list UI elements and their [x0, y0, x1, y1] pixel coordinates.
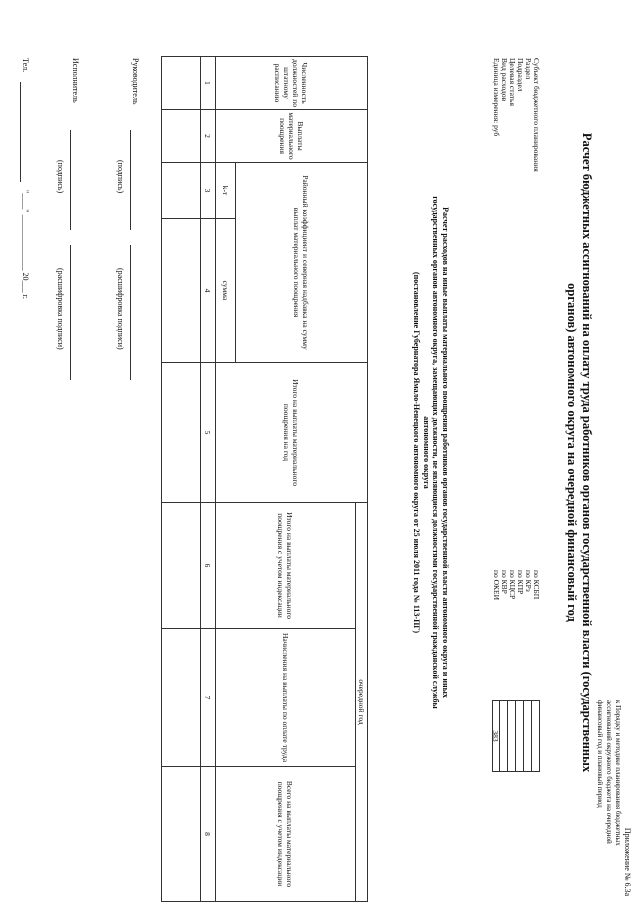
code-value: 383 — [492, 700, 500, 772]
executor-decode-hint: (расшифровка подписи) — [56, 268, 65, 350]
executor-sign-line — [70, 130, 71, 230]
code-name: по КРз — [524, 570, 533, 592]
appendix-line: к Порядку и методике планирования бюджетных — [614, 700, 622, 846]
title-line: органов) автономного округа на очередной финансовый год — [565, 283, 579, 622]
code-value — [532, 700, 540, 772]
label-section: Раздел — [524, 58, 533, 80]
header-next-year: очередной год — [356, 503, 368, 902]
code-row — [532, 570, 540, 790]
code-row — [500, 570, 508, 790]
column-number: 3 — [201, 163, 216, 219]
header-payroll-charges: Начисления на выплаты по оплате труда — [216, 629, 356, 767]
code-value — [500, 700, 508, 772]
label-subsection: Подраздел — [516, 58, 525, 92]
table-cell[interactable] — [162, 629, 201, 767]
header-total-year: Итого на выплаты материального поощрения на год — [216, 363, 368, 503]
appendix-title: Приложение № 6.3а — [623, 827, 632, 896]
code-row — [524, 570, 532, 790]
table-cell[interactable] — [162, 503, 201, 629]
code-name: по ОКЕИ — [492, 570, 501, 601]
label-target-item: Целевая статья — [508, 58, 517, 106]
subtitle-line: автономного округа — [422, 416, 431, 489]
code-value — [508, 700, 516, 772]
subtitle-line: (постановление Губернатора Ямало-Ненецкого автономного округа от 25 июля 2011 года № 113-ПГ) — [412, 271, 422, 634]
table-cell[interactable] — [162, 363, 201, 503]
subtitle-line: государственных органов автономного округа, замещающих должности, не являющиеся должностями государственной гражданской службы — [431, 196, 441, 709]
head-sign-hint: (подпись) — [116, 160, 125, 194]
codes-block — [492, 570, 540, 790]
column-number: 7 — [201, 629, 216, 767]
date-field: "____" ______________ 20___ г. — [21, 190, 30, 299]
code-value — [516, 700, 524, 772]
appendix-line: ассигнований окружного бюджета на очередной — [605, 700, 613, 844]
column-numbers-row — [201, 57, 216, 902]
calculation-subtitle — [412, 0, 450, 905]
code-name: по КСБП — [532, 570, 541, 600]
header-grand-total: Всего на выплаты материального поощрения с учетом индексации — [216, 767, 356, 902]
header-labels — [492, 58, 540, 172]
column-number: 2 — [201, 110, 216, 163]
header-staff-count: Численность должностей по штатному расписанию — [216, 57, 368, 110]
head-sign-line — [130, 130, 131, 230]
appendix-note — [595, 700, 632, 896]
subtitle-line: Расчет расходов на иные выплаты материального поощрения работников органов государственной власти автономного округа и иных — [441, 207, 450, 698]
code-name: по КВР — [500, 570, 509, 594]
label-unit: Единица измерения: руб — [492, 58, 501, 137]
label-subject: Субъект бюджетного планирования — [532, 58, 541, 172]
header-incentive-payments: Выплаты материального поощрения — [216, 110, 368, 163]
table-cell[interactable] — [162, 110, 201, 163]
column-number: 1 — [201, 57, 216, 110]
code-row — [492, 570, 500, 790]
label-expense-type: Вид расходов — [500, 58, 509, 102]
header-regional-coefficient: Районный коэффициент и северная надбавка на сумму выплат материального поощрения — [236, 163, 368, 363]
document-title — [564, 0, 594, 905]
executor-sign-hint: (подпись) — [56, 160, 65, 194]
code-name: по КПР — [516, 570, 525, 595]
appendix-line: финансовый год и плановый период — [596, 700, 604, 808]
code-name: по КЦСР — [508, 570, 517, 600]
head-decode-line — [130, 245, 131, 380]
head-label: Руководитель — [131, 58, 140, 105]
table-cell[interactable] — [162, 57, 201, 110]
code-row — [516, 570, 524, 790]
calculation-table — [161, 56, 368, 902]
table-cell[interactable] — [162, 767, 201, 902]
table-cell[interactable] — [162, 163, 201, 219]
phone-label: Тел. — [21, 58, 30, 73]
code-value — [524, 700, 532, 772]
column-number: 6 — [201, 503, 216, 629]
column-number: 5 — [201, 363, 216, 503]
code-row — [508, 570, 516, 790]
title-line: Расчет бюджетных ассигнований на оплату труда работников органов государственной власти (государственных — [580, 132, 594, 773]
table-cell[interactable] — [162, 219, 201, 363]
executor-decode-line — [70, 245, 71, 380]
header-total-indexed: Итого на выплаты материального поощрения с учетом индексации — [216, 503, 356, 629]
header-amount: сумма — [216, 219, 236, 363]
column-number: 4 — [201, 219, 216, 363]
header-coefficient: k-т — [216, 163, 236, 219]
phone-line — [20, 82, 21, 182]
column-number: 8 — [201, 767, 216, 902]
executor-label: Исполнитель — [71, 58, 80, 103]
head-decode-hint: (расшифровка подписи) — [116, 268, 125, 350]
data-row — [162, 57, 201, 902]
